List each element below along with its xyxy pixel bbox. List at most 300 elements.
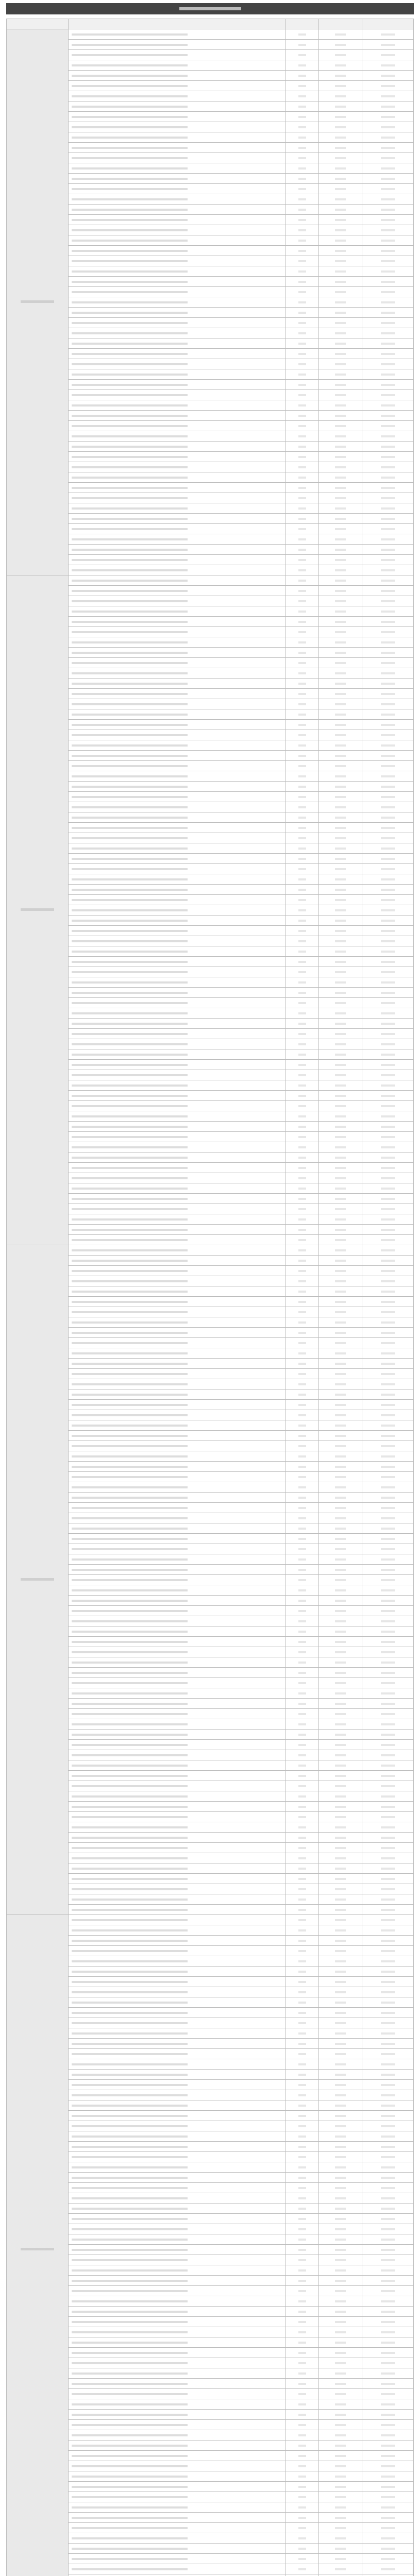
value-cell-1 [286, 1431, 319, 1441]
item-name-cell [69, 627, 286, 637]
value-cell-3 [362, 1956, 414, 1967]
item-name-cell [69, 2420, 286, 2430]
value-cell-1 [286, 81, 319, 91]
value-cell-3 [362, 2410, 414, 2420]
value-cell-2 [319, 946, 362, 957]
value-cell-1 [286, 297, 319, 308]
value-cell-2 [319, 503, 362, 514]
value-cell-1 [286, 1122, 319, 1132]
value-cell-2 [319, 1802, 362, 1812]
value-cell-2 [319, 524, 362, 534]
value-cell-1 [286, 2152, 319, 2162]
value-cell-2 [319, 380, 362, 390]
value-cell-2 [319, 2482, 362, 2492]
value-cell-2 [319, 1997, 362, 2008]
value-cell-3 [362, 1431, 414, 1441]
value-cell-2 [319, 91, 362, 101]
value-cell-1 [286, 1936, 319, 1946]
value-cell-1 [286, 1802, 319, 1812]
value-cell-3 [362, 2049, 414, 2059]
item-name-cell [69, 50, 286, 60]
item-name-cell [69, 534, 286, 545]
value-cell-3 [362, 1740, 414, 1750]
value-cell-1 [286, 1585, 319, 1596]
value-cell-3 [362, 1894, 414, 1905]
value-cell-3 [362, 2564, 414, 2574]
value-cell-1 [286, 1565, 319, 1575]
value-cell-2 [319, 545, 362, 555]
value-cell-2 [319, 1750, 362, 1760]
value-cell-3 [362, 29, 414, 40]
value-cell-1 [286, 679, 319, 689]
item-name-cell [69, 2379, 286, 2389]
value-cell-2 [319, 2245, 362, 2255]
value-cell-1 [286, 400, 319, 411]
item-name-cell [69, 2265, 286, 2276]
value-cell-1 [286, 60, 319, 71]
value-cell-3 [362, 1183, 414, 1194]
item-name-cell [69, 2234, 286, 2245]
value-cell-3 [362, 637, 414, 648]
value-cell-1 [286, 1668, 319, 1678]
value-cell-2 [319, 40, 362, 50]
value-cell-2 [319, 1956, 362, 1967]
group-label-cell [7, 1915, 69, 2576]
value-cell-2 [319, 988, 362, 998]
value-cell-1 [286, 1256, 319, 1266]
value-cell-1 [286, 2574, 319, 2576]
item-name-cell [69, 1554, 286, 1565]
value-cell-2 [319, 1091, 362, 1101]
item-name-cell [69, 2451, 286, 2461]
value-cell-2 [319, 132, 362, 143]
item-name-cell [69, 1101, 286, 1111]
value-cell-1 [286, 2441, 319, 2451]
item-name-cell [69, 2296, 286, 2307]
value-cell-1 [286, 50, 319, 60]
value-cell-1 [286, 668, 319, 679]
value-cell-1 [286, 1987, 319, 1997]
value-cell-3 [362, 2162, 414, 2173]
value-cell-1 [286, 1163, 319, 1173]
item-name-cell [69, 2368, 286, 2379]
value-cell-3 [362, 1153, 414, 1163]
value-cell-3 [362, 2461, 414, 2471]
value-cell-1 [286, 1183, 319, 1194]
value-cell-3 [362, 1266, 414, 1276]
value-cell-3 [362, 318, 414, 328]
value-cell-2 [319, 2121, 362, 2131]
value-cell-3 [362, 1132, 414, 1142]
value-cell-2 [319, 668, 362, 679]
value-cell-1 [286, 1606, 319, 1616]
value-cell-2 [319, 143, 362, 153]
value-cell-3 [362, 122, 414, 132]
value-cell-3 [362, 1812, 414, 1822]
item-name-cell [69, 926, 286, 936]
item-name-cell [69, 462, 286, 472]
value-cell-3 [362, 1472, 414, 1482]
value-cell-2 [319, 225, 362, 235]
item-name-cell [69, 2276, 286, 2286]
item-name-cell [69, 1338, 286, 1348]
value-cell-2 [319, 720, 362, 730]
value-cell-2 [319, 1317, 362, 1328]
value-cell-2 [319, 1554, 362, 1565]
item-name-cell [69, 2564, 286, 2574]
item-name-cell [69, 483, 286, 493]
value-cell-3 [362, 946, 414, 957]
value-cell-3 [362, 1060, 414, 1070]
value-cell-3 [362, 421, 414, 431]
value-cell-3 [362, 2368, 414, 2379]
value-cell-2 [319, 411, 362, 421]
item-name-cell [69, 1596, 286, 1606]
item-name-cell [69, 1462, 286, 1472]
value-cell-3 [362, 658, 414, 668]
value-cell-3 [362, 627, 414, 637]
value-cell-3 [362, 2327, 414, 2337]
value-cell-1 [286, 1338, 319, 1348]
value-cell-3 [362, 1091, 414, 1101]
item-name-cell [69, 2245, 286, 2255]
value-cell-1 [286, 1317, 319, 1328]
value-cell-2 [319, 2018, 362, 2028]
value-cell-1 [286, 792, 319, 802]
value-cell-1 [286, 709, 319, 720]
value-cell-2 [319, 2276, 362, 2286]
value-cell-2 [319, 1266, 362, 1276]
value-cell-3 [362, 792, 414, 802]
value-cell-1 [286, 1049, 319, 1060]
value-cell-2 [319, 2152, 362, 2162]
item-name-cell [69, 1863, 286, 1874]
item-name-cell [69, 1214, 286, 1225]
value-cell-3 [362, 287, 414, 297]
value-cell-1 [286, 658, 319, 668]
value-cell-1 [286, 1863, 319, 1874]
value-cell-2 [319, 1214, 362, 1225]
value-cell-1 [286, 606, 319, 617]
item-name-cell [69, 957, 286, 967]
value-cell-3 [362, 462, 414, 472]
value-cell-2 [319, 1235, 362, 1245]
value-cell-2 [319, 2544, 362, 2554]
item-name-cell [69, 1080, 286, 1091]
item-name-cell [69, 1987, 286, 1997]
value-cell-2 [319, 2451, 362, 2461]
value-cell-1 [286, 2080, 319, 2090]
item-name-cell [69, 854, 286, 864]
value-cell-2 [319, 1379, 362, 1389]
value-cell-2 [319, 163, 362, 174]
value-cell-3 [362, 1987, 414, 1997]
item-name-cell [69, 503, 286, 514]
value-cell-3 [362, 60, 414, 71]
value-cell-2 [319, 2533, 362, 2544]
value-cell-3 [362, 2131, 414, 2142]
value-cell-3 [362, 1235, 414, 1245]
value-cell-2 [319, 2410, 362, 2420]
value-cell-3 [362, 1905, 414, 1915]
value-cell-1 [286, 1235, 319, 1245]
value-cell-1 [286, 2234, 319, 2245]
value-cell-3 [362, 926, 414, 936]
item-name-cell [69, 637, 286, 648]
value-cell-2 [319, 627, 362, 637]
value-cell-2 [319, 885, 362, 895]
item-name-cell [69, 493, 286, 503]
value-cell-3 [362, 2513, 414, 2523]
value-cell-2 [319, 679, 362, 689]
value-cell-1 [286, 1688, 319, 1699]
value-cell-1 [286, 1997, 319, 2008]
value-cell-3 [362, 483, 414, 493]
value-cell-1 [286, 874, 319, 885]
item-name-cell [69, 1585, 286, 1596]
value-cell-1 [286, 2337, 319, 2348]
value-cell-2 [319, 916, 362, 926]
value-cell-1 [286, 1359, 319, 1369]
item-name-cell [69, 1369, 286, 1379]
value-cell-3 [362, 1482, 414, 1493]
value-cell-3 [362, 194, 414, 205]
value-cell-1 [286, 462, 319, 472]
value-cell-2 [319, 1070, 362, 1080]
value-cell-3 [362, 472, 414, 483]
value-cell-3 [362, 1307, 414, 1317]
item-name-cell [69, 575, 286, 586]
value-cell-1 [286, 534, 319, 545]
value-cell-2 [319, 1142, 362, 1153]
value-cell-3 [362, 2348, 414, 2358]
value-cell-3 [362, 1410, 414, 1420]
header-cell-name [69, 19, 286, 29]
value-cell-2 [319, 1389, 362, 1400]
value-cell-3 [362, 1668, 414, 1678]
value-cell-3 [362, 205, 414, 215]
item-name-cell [69, 2492, 286, 2502]
value-cell-1 [286, 1348, 319, 1359]
item-name-cell [69, 668, 286, 679]
value-cell-2 [319, 493, 362, 503]
value-cell-3 [362, 2193, 414, 2204]
item-name-cell [69, 1874, 286, 1884]
value-cell-3 [362, 916, 414, 926]
item-name-cell [69, 1132, 286, 1142]
value-cell-2 [319, 205, 362, 215]
value-cell-3 [362, 2255, 414, 2265]
value-cell-2 [319, 1616, 362, 1626]
item-name-cell [69, 1565, 286, 1575]
value-cell-3 [362, 297, 414, 308]
value-cell-3 [362, 2544, 414, 2554]
value-cell-1 [286, 895, 319, 905]
value-cell-2 [319, 1730, 362, 1740]
value-cell-2 [319, 534, 362, 545]
item-name-cell [69, 792, 286, 802]
item-name-cell [69, 1472, 286, 1482]
value-cell-2 [319, 998, 362, 1008]
item-name-cell [69, 1575, 286, 1585]
item-name-cell [69, 843, 286, 854]
item-name-cell [69, 1709, 286, 1719]
value-cell-2 [319, 266, 362, 277]
value-cell-2 [319, 1936, 362, 1946]
item-name-cell [69, 2008, 286, 2018]
value-cell-3 [362, 802, 414, 812]
value-cell-3 [362, 132, 414, 143]
value-cell-1 [286, 1029, 319, 1039]
value-cell-2 [319, 2234, 362, 2245]
value-cell-2 [319, 400, 362, 411]
item-name-cell [69, 2090, 286, 2100]
item-name-cell [69, 472, 286, 483]
value-cell-2 [319, 771, 362, 782]
value-cell-2 [319, 462, 362, 472]
item-name-cell [69, 2389, 286, 2399]
table-row [7, 29, 414, 40]
value-cell-3 [362, 1513, 414, 1523]
value-cell-2 [319, 1400, 362, 1410]
item-name-cell [69, 452, 286, 462]
value-cell-3 [362, 1946, 414, 1956]
value-cell-2 [319, 1183, 362, 1194]
value-cell-2 [319, 2348, 362, 2358]
value-cell-1 [286, 1596, 319, 1606]
value-cell-3 [362, 1111, 414, 1122]
value-cell-3 [362, 1462, 414, 1472]
value-cell-1 [286, 1750, 319, 1760]
group-label-cell [7, 1245, 69, 1915]
data-table [6, 19, 414, 2576]
value-cell-2 [319, 2307, 362, 2317]
item-name-cell [69, 1637, 286, 1647]
value-cell-3 [362, 2276, 414, 2286]
value-cell-3 [362, 2441, 414, 2451]
value-cell-2 [319, 194, 362, 205]
item-name-cell [69, 967, 286, 977]
item-name-cell [69, 1256, 286, 1266]
value-cell-1 [286, 1080, 319, 1091]
value-cell-3 [362, 977, 414, 988]
value-cell-3 [362, 957, 414, 967]
value-cell-3 [362, 1173, 414, 1183]
value-cell-3 [362, 895, 414, 905]
item-name-cell [69, 1307, 286, 1317]
value-cell-1 [286, 2368, 319, 2379]
item-name-cell [69, 1822, 286, 1833]
value-cell-2 [319, 648, 362, 658]
value-cell-3 [362, 266, 414, 277]
item-name-cell [69, 977, 286, 988]
item-name-cell [69, 380, 286, 390]
table-header-row [7, 19, 414, 29]
header-cell-col3 [362, 19, 414, 29]
value-cell-1 [286, 2255, 319, 2265]
item-name-cell [69, 1894, 286, 1905]
value-cell-2 [319, 235, 362, 246]
value-cell-2 [319, 390, 362, 400]
item-name-cell [69, 1513, 286, 1523]
item-name-cell [69, 679, 286, 689]
value-cell-2 [319, 1482, 362, 1493]
value-cell-3 [362, 1977, 414, 1987]
value-cell-1 [286, 1915, 319, 1925]
value-cell-1 [286, 431, 319, 442]
value-cell-1 [286, 1379, 319, 1389]
value-cell-2 [319, 586, 362, 596]
value-cell-2 [319, 1431, 362, 1441]
value-cell-3 [362, 2234, 414, 2245]
value-cell-1 [286, 1307, 319, 1317]
value-cell-3 [362, 1379, 414, 1389]
value-cell-3 [362, 1451, 414, 1462]
value-cell-1 [286, 1111, 319, 1122]
value-cell-3 [362, 771, 414, 782]
value-cell-1 [286, 2224, 319, 2234]
value-cell-3 [362, 514, 414, 524]
value-cell-1 [286, 2100, 319, 2111]
value-cell-2 [319, 730, 362, 740]
value-cell-1 [286, 740, 319, 751]
item-name-cell [69, 122, 286, 132]
value-cell-1 [286, 1462, 319, 1472]
value-cell-1 [286, 1647, 319, 1657]
value-cell-1 [286, 153, 319, 163]
value-cell-1 [286, 545, 319, 555]
table-body [7, 29, 414, 2576]
value-cell-2 [319, 308, 362, 318]
value-cell-2 [319, 153, 362, 163]
value-cell-2 [319, 2368, 362, 2379]
value-cell-2 [319, 452, 362, 462]
item-name-cell [69, 699, 286, 709]
value-cell-3 [362, 1626, 414, 1637]
value-cell-1 [286, 380, 319, 390]
item-name-cell [69, 1812, 286, 1822]
value-cell-1 [286, 2379, 319, 2389]
value-cell-3 [362, 740, 414, 751]
table-row [7, 575, 414, 586]
value-cell-3 [362, 1863, 414, 1874]
item-name-cell [69, 606, 286, 617]
value-cell-1 [286, 1822, 319, 1833]
value-cell-1 [286, 1616, 319, 1626]
value-cell-3 [362, 1029, 414, 1039]
value-cell-2 [319, 1740, 362, 1750]
value-cell-3 [362, 2142, 414, 2152]
item-name-cell [69, 256, 286, 266]
value-cell-3 [362, 2430, 414, 2441]
value-cell-1 [286, 442, 319, 452]
value-cell-1 [286, 411, 319, 421]
value-cell-2 [319, 1173, 362, 1183]
value-cell-1 [286, 1400, 319, 1410]
value-cell-1 [286, 1214, 319, 1225]
value-cell-1 [286, 1451, 319, 1462]
value-cell-1 [286, 977, 319, 988]
item-name-cell [69, 2348, 286, 2358]
value-cell-2 [319, 1822, 362, 1833]
value-cell-1 [286, 390, 319, 400]
value-cell-2 [319, 2502, 362, 2513]
value-cell-2 [319, 2255, 362, 2265]
value-cell-2 [319, 1894, 362, 1905]
value-cell-1 [286, 2183, 319, 2193]
value-cell-3 [362, 1657, 414, 1668]
value-cell-3 [362, 1194, 414, 1204]
